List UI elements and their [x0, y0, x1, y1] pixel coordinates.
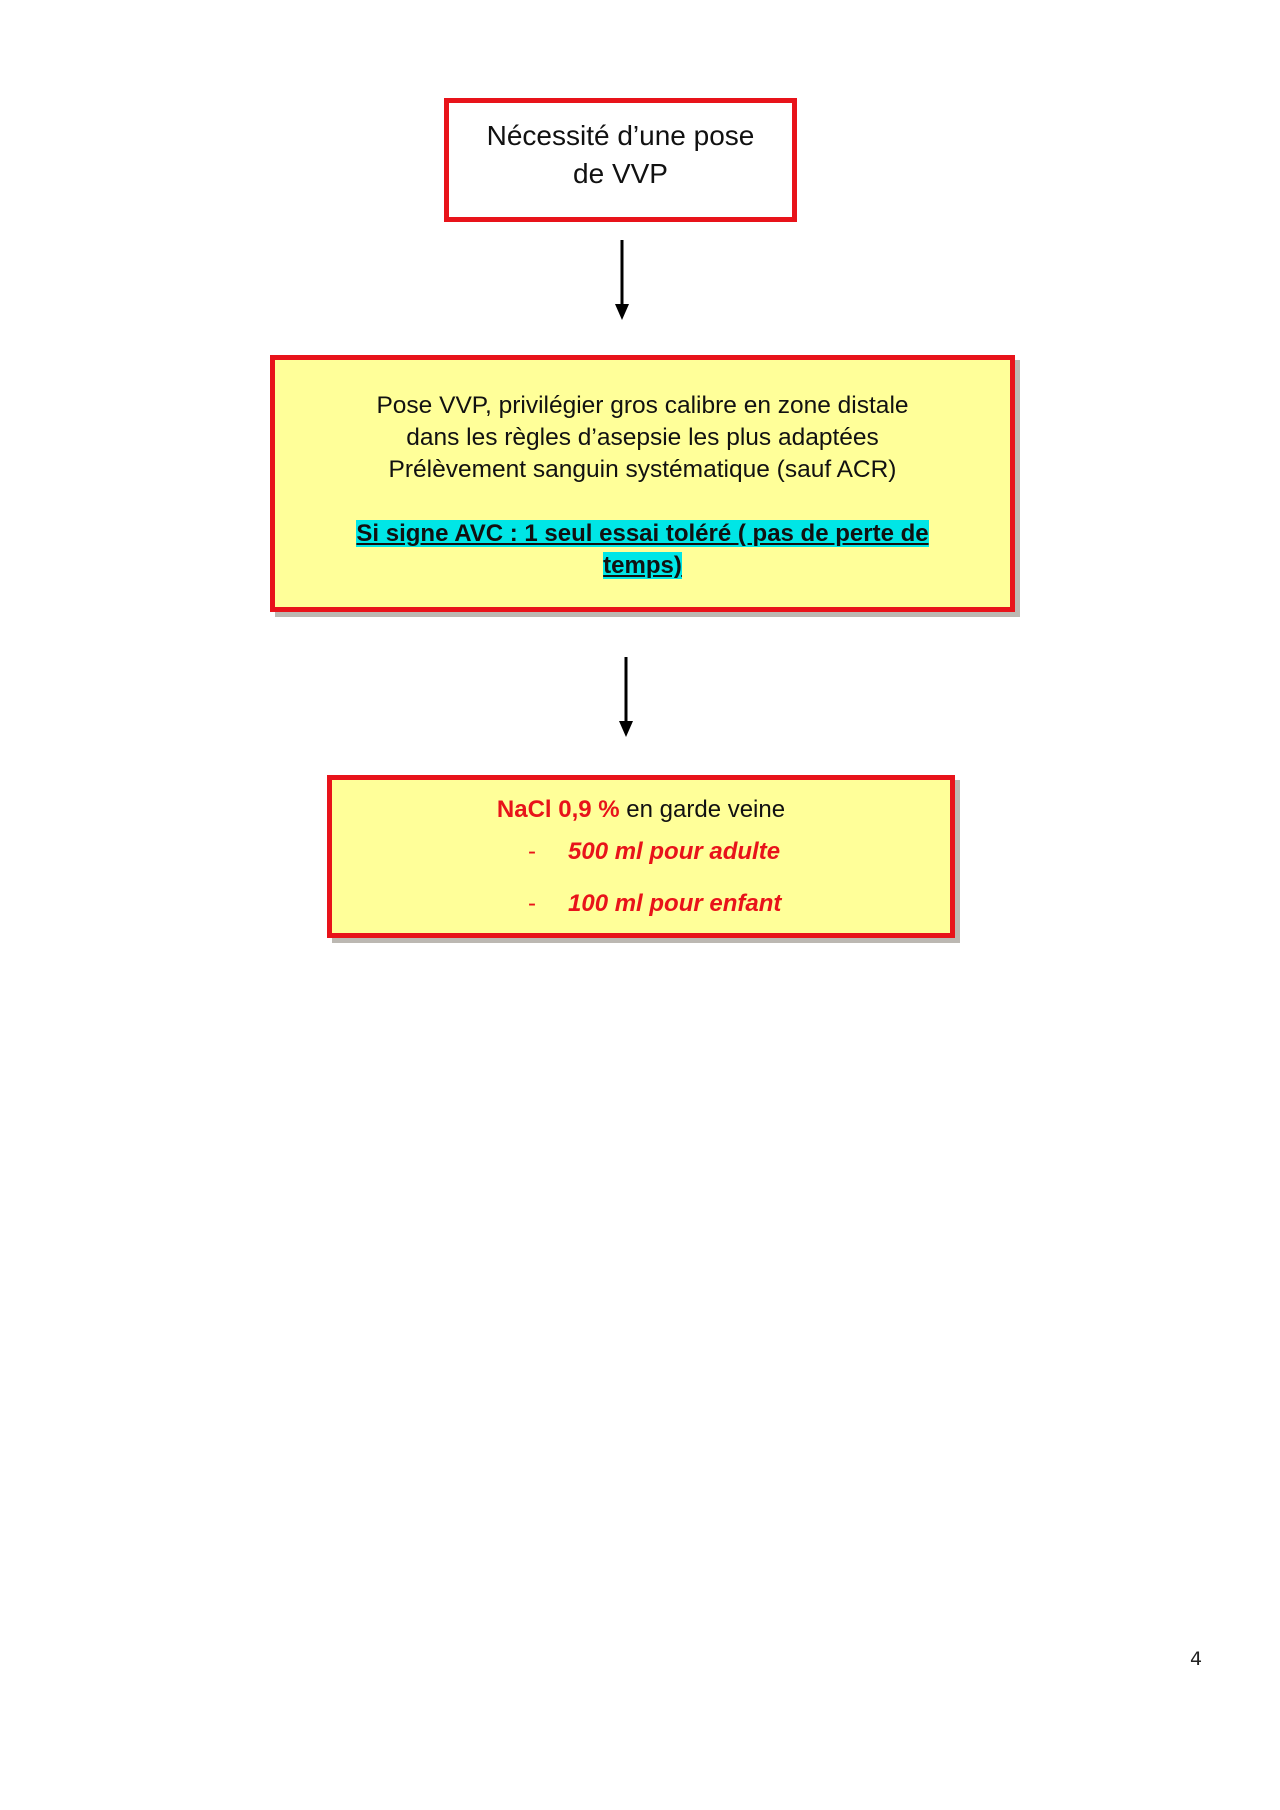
stroke-warning-note [315, 518, 970, 582]
step-box-line: Nécessité d’une pose [486, 120, 755, 151]
arrow-head [619, 721, 633, 737]
list-dash: - [528, 890, 536, 917]
stroke-warning-text: Si signe AVC : 1 seul essai toléré ( pas de perte de temps) [356, 520, 929, 579]
list-item [332, 826, 950, 878]
list-item-text: 100 ml pour enfant [568, 890, 782, 917]
nacl-title-rest: en garde veine [619, 796, 786, 823]
step-box-line: Pose VVP, privilégier gros calibre en zone distale [376, 392, 909, 419]
step-box-line: Prélèvement sanguin systématique (sauf ACR) [388, 456, 897, 483]
step-box-nacl [327, 775, 955, 938]
page-number: 4 [1190, 1648, 1203, 1670]
step-box-vvp-placement [270, 355, 1015, 612]
arrow-head [615, 304, 629, 320]
flow-arrow-2 [616, 655, 636, 739]
flow-arrow-1 [612, 238, 632, 322]
step-box-line: de VVP [573, 158, 668, 189]
nacl-title [332, 794, 950, 826]
list-dash: - [528, 838, 536, 865]
list-item [332, 878, 950, 930]
nacl-title-emphasis: NaCl 0,9 % [496, 796, 620, 823]
step-box-vvp-need [444, 98, 797, 222]
step-box-line: dans les règles d’asepsie les plus adaptées [406, 424, 879, 451]
list-item-text: 500 ml pour adulte [568, 838, 781, 865]
